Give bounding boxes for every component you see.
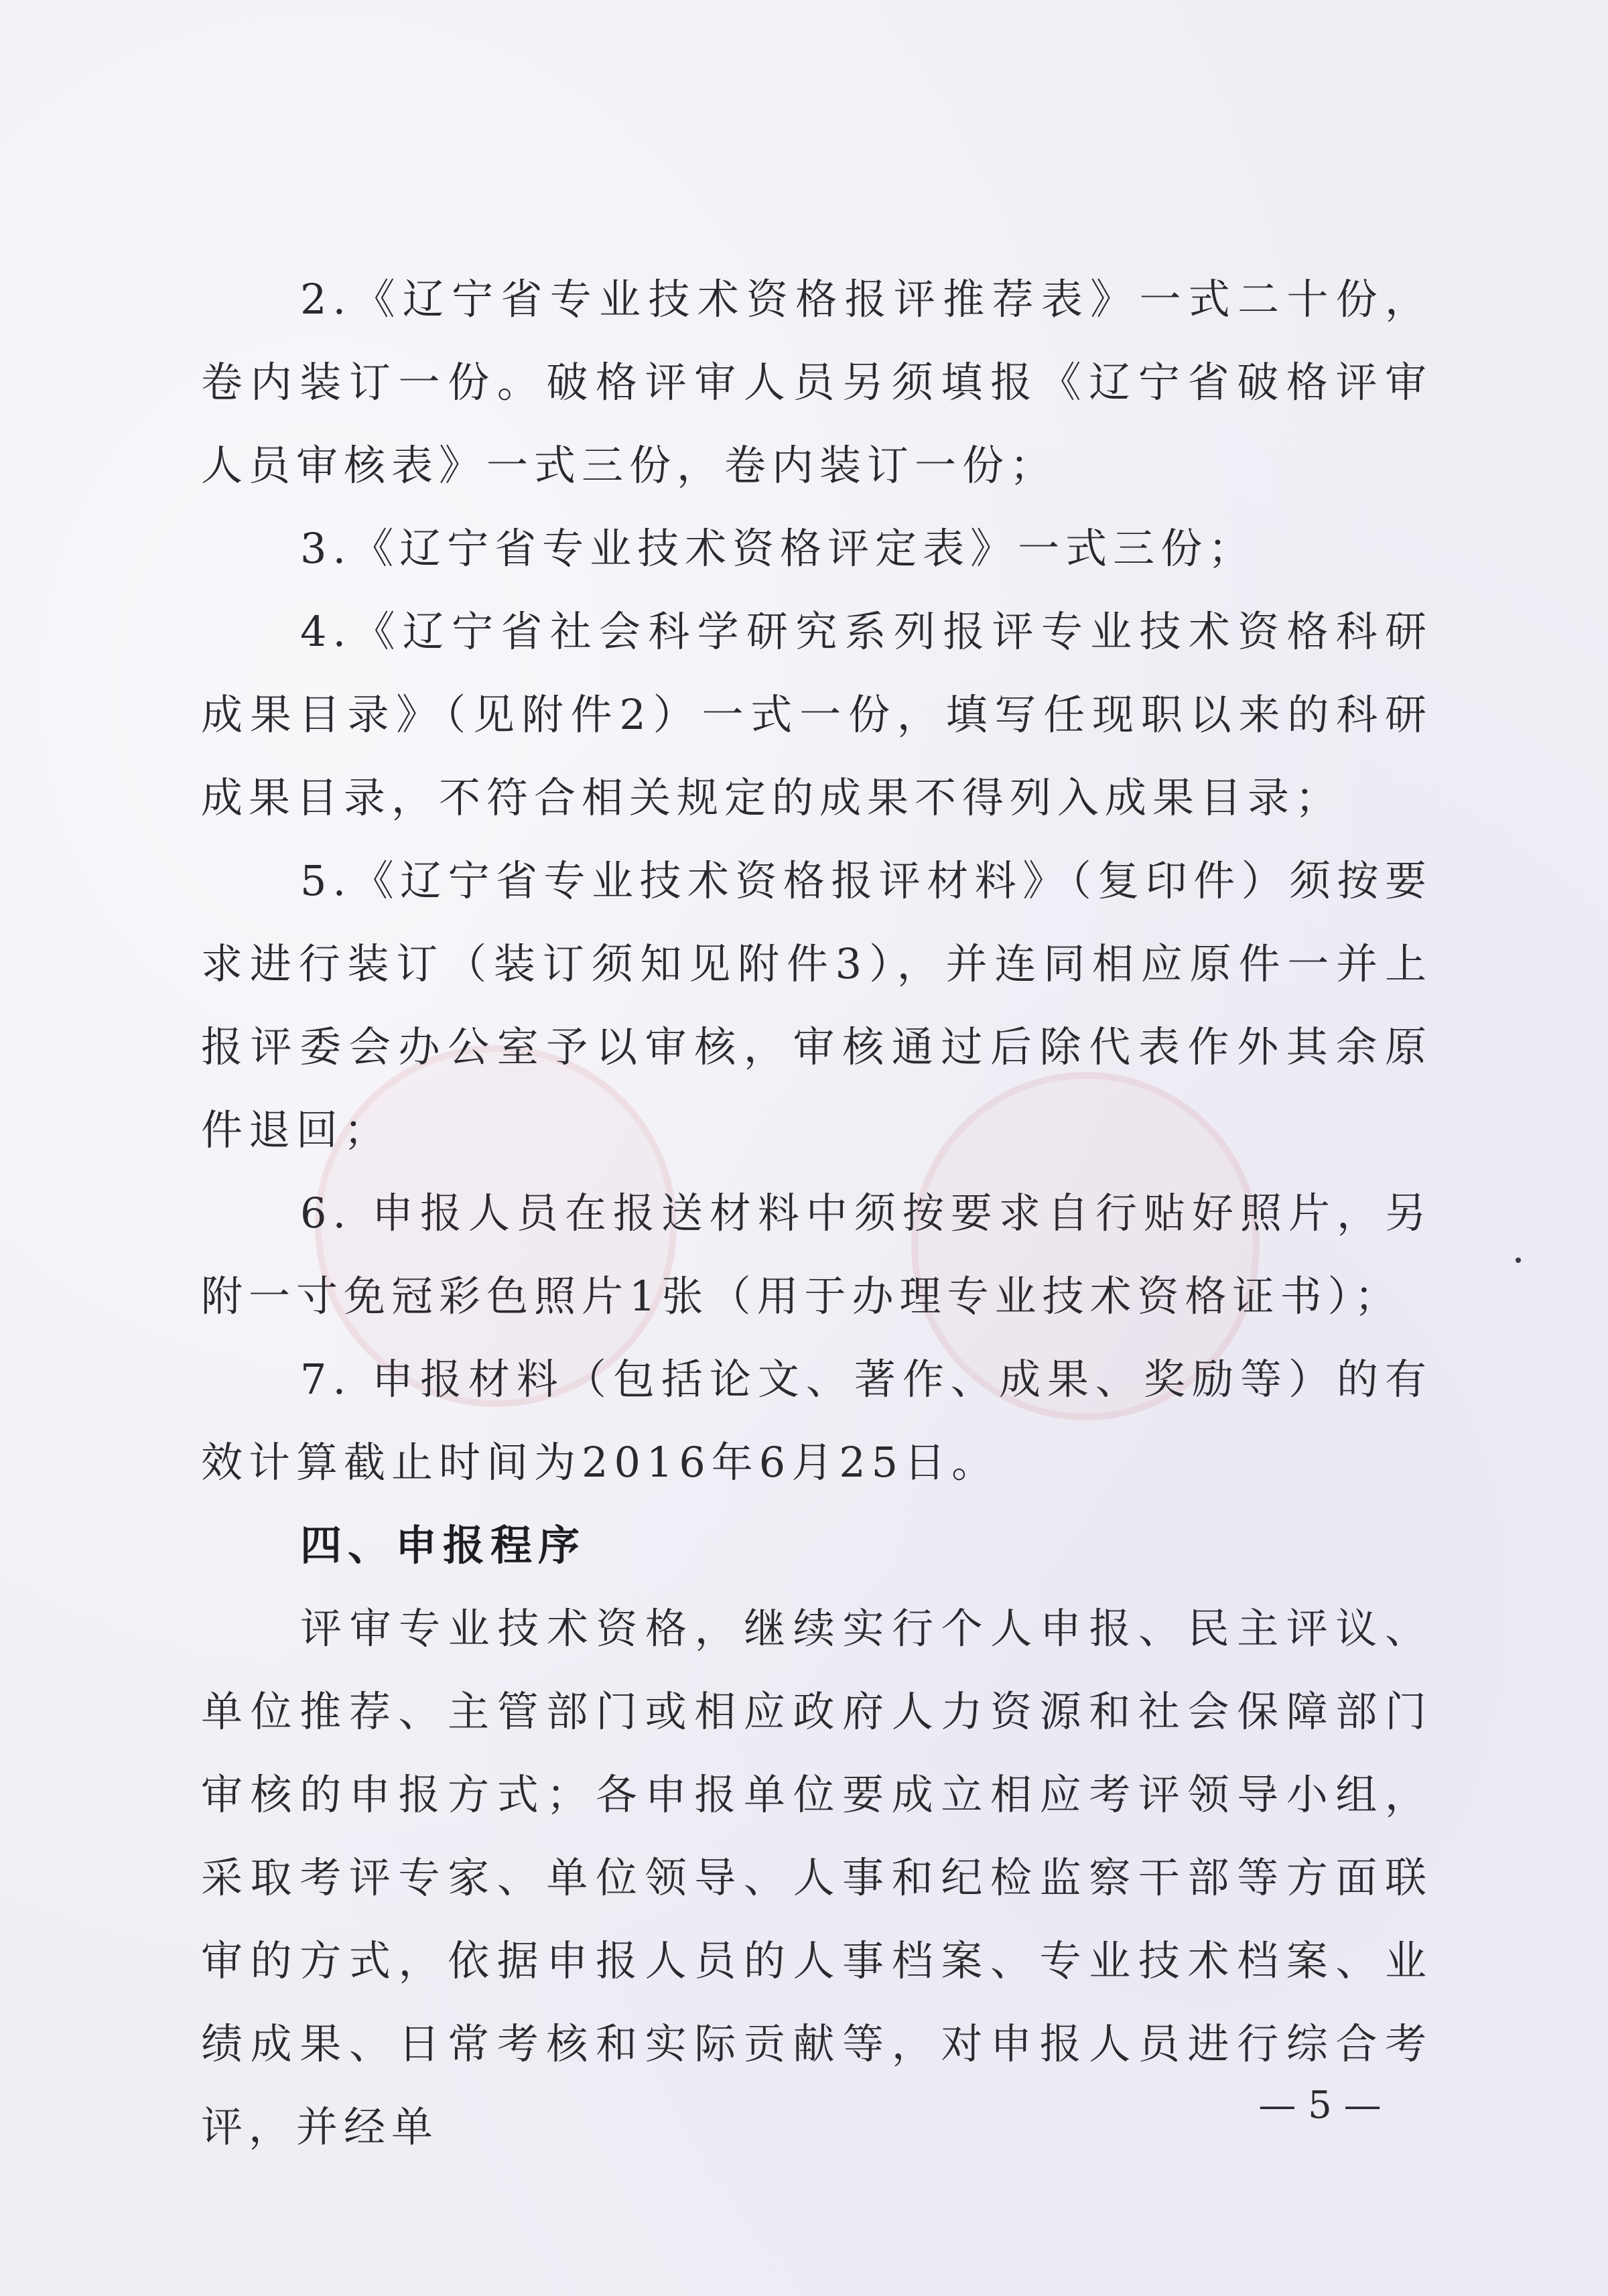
paragraph-item-6: 6. 申报人员在报送材料中须按要求自行贴好照片，另附一寸免冠彩色照片1张（用于办理专业技术资格证书）； <box>201 1189 1432 1321</box>
page-number: — 5 — <box>1258 2084 1382 2127</box>
paragraph-item-7: 7. 申报材料（包括论文、著作、成果、奖励等）的有效计算截止时间为2016年6月25日。 <box>201 1355 1432 1487</box>
section-paragraph: 评审专业技术资格，继续实行个人申报、民主评议、单位推荐、主管部门或相应政府人力资源和社会保障部门审核的申报方式；各申报单位要成立相应考评领导小组，采取考评专家、单位领导、人事和纪检监察干部等方面联审的方式，依据申报人员的人事档案、专业技术档案、业绩成果、日常考核和实际贡献等，对申报人员进行综合考评，并经单 <box>201 1604 1432 2151</box>
paragraph-item-5: 5.《辽宁省专业技术资格报评材料》（复印件）须按要求进行装订（装订须知见附件3），并连同相应原件一并上报评委会办公室予以审核，审核通过后除代表作外其余原件退回； <box>201 856 1432 1154</box>
paragraph-item-3: 3.《辽宁省专业技术资格评定表》一式三份； <box>300 524 1256 573</box>
document-body <box>201 258 1432 2169</box>
paragraph-item-4: 4.《辽宁省社会科学研究系列报评专业技术资格科研成果目录》（见附件2）一式一份，填写任现职以来的科研成果目录，不符合相关规定的成果不得列入成果目录； <box>201 607 1432 822</box>
ink-dot <box>1516 1258 1521 1263</box>
paragraph-item-2: 2.《辽宁省专业技术资格报评推荐表》一式二十份，卷内装订一份。破格评审人员另须填报《辽宁省破格评审人员审核表》一式三份，卷内装订一份； <box>201 275 1432 490</box>
section-heading: 四、申报程序 <box>300 1521 586 1570</box>
